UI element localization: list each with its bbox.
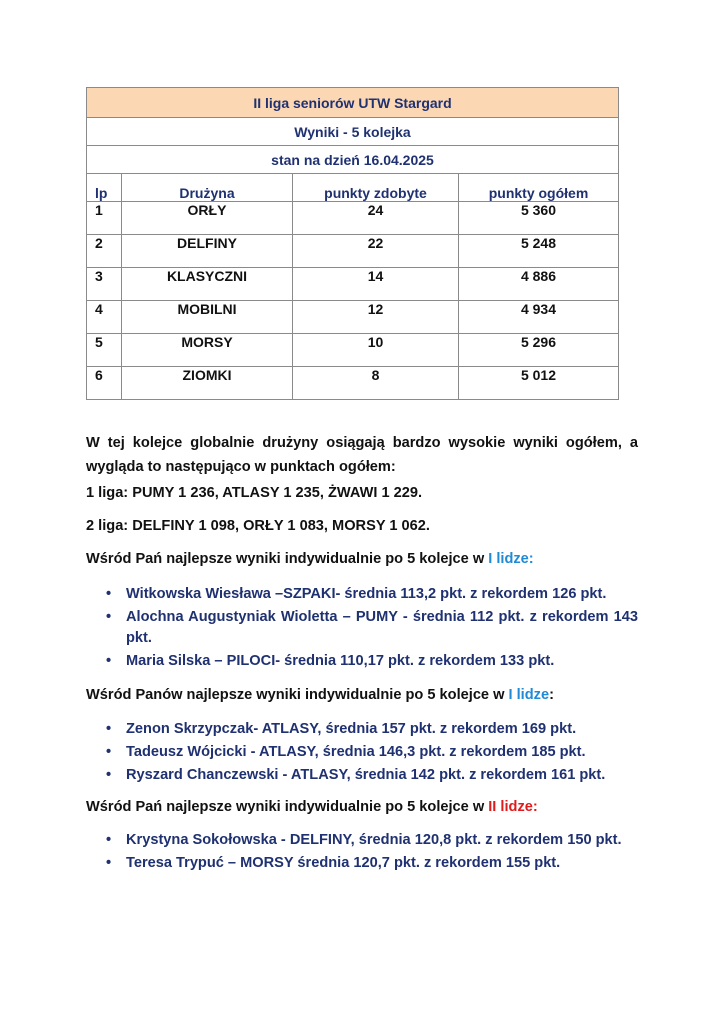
- bullet-icon: •: [106, 832, 112, 848]
- results-table: [86, 87, 619, 400]
- table-row: [87, 235, 619, 268]
- list-item-text: Zenon Skrzypczak- ATLASY, średnia 157 pkt. z rekordem 169 pkt.: [126, 721, 577, 737]
- cell-points-total: 5 360: [459, 202, 619, 235]
- cell-points-won: 8: [293, 367, 459, 400]
- bullet-icon: •: [106, 609, 112, 625]
- cell-lp: 1: [87, 202, 122, 235]
- cell-lp: 2: [87, 235, 122, 268]
- bullet-icon: •: [106, 744, 112, 760]
- bullet-icon: •: [106, 653, 112, 669]
- header-points-won: punkty zdobyte: [293, 174, 459, 202]
- cell-points-won: 10: [293, 334, 459, 367]
- bullet-icon: •: [106, 767, 112, 783]
- cell-team: ZIOMKI: [122, 367, 293, 400]
- intro-paragraph: W tej kolejce globalnie drużyny osiągają bardzo wysokie wyniki ogółem, a wygląda to następująco w punktach ogółem:: [86, 435, 638, 475]
- heading-text: Wśród Pań najlepsze wyniki indywidualnie po 5 kolejce w: [86, 551, 489, 567]
- cell-team: DELFINY: [122, 235, 293, 268]
- section-heading-men-liga1: [86, 687, 638, 703]
- list-item: [86, 651, 638, 672]
- cell-lp: 4: [87, 301, 122, 334]
- cell-points-total: 5 012: [459, 367, 619, 400]
- table-subtitle-row: [87, 118, 619, 146]
- table-title: II liga seniorów UTW Stargard: [87, 88, 619, 118]
- list-item-text: Krystyna Sokołowska - DELFINY, średnia 120,8 pkt. z rekordem 150 pkt.: [126, 832, 622, 848]
- list-item-text: Ryszard Chanczewski - ATLASY, średnia 142 pkt. z rekordem 161 pkt.: [126, 767, 606, 783]
- cell-team: MORSY: [122, 334, 293, 367]
- list-item-text: Witkowska Wiesława –SZPAKI- średnia 113,2 pkt. z rekordem 126 pkt.: [126, 586, 607, 602]
- section-heading-women-liga2: [86, 799, 638, 815]
- cell-team: ORŁY: [122, 202, 293, 235]
- league-highlight: I lidze:: [488, 551, 534, 567]
- table-header-row: [87, 174, 619, 202]
- women-liga1-list: [86, 584, 638, 674]
- table-subtitle: Wyniki - 5 kolejka: [87, 118, 619, 146]
- table-title-row: [87, 88, 619, 118]
- list-item-text: Maria Silska – PILOCI- średnia 110,17 pkt. z rekordem 133 pkt.: [126, 653, 555, 669]
- table-row: [87, 334, 619, 367]
- cell-team: MOBILNI: [122, 301, 293, 334]
- table-row: [87, 202, 619, 235]
- liga1-totals: 1 liga: PUMY 1 236, ATLASY 1 235, ŻWAWI 1 229.: [86, 485, 423, 501]
- list-item-text: Alochna Augustyniak Wioletta – PUMY - średnia 112 pkt. z rekordem 143 pkt.: [126, 609, 638, 646]
- cell-lp: 6: [87, 367, 122, 400]
- men-liga1-list: [86, 719, 638, 788]
- cell-points-won: 12: [293, 301, 459, 334]
- list-item: [86, 607, 638, 649]
- league-highlight: I lidze: [508, 687, 550, 703]
- cell-points-total: 5 248: [459, 235, 619, 268]
- table-row: [87, 268, 619, 301]
- cell-points-total: 5 296: [459, 334, 619, 367]
- list-item: [86, 742, 638, 763]
- cell-points-won: 22: [293, 235, 459, 268]
- table-date: stan na dzień 16.04.2025: [87, 146, 619, 174]
- list-item: [86, 853, 638, 874]
- cell-points-total: 4 886: [459, 268, 619, 301]
- cell-points-won: 24: [293, 202, 459, 235]
- heading-text: Wśród Panów najlepsze wyniki indywidualnie po 5 kolejce w: [86, 687, 509, 703]
- bullet-icon: •: [106, 586, 112, 602]
- league-highlight: II lidze:: [488, 799, 538, 815]
- bullet-icon: •: [106, 855, 112, 871]
- table-row: [87, 301, 619, 334]
- list-item: [86, 584, 638, 605]
- header-lp: lp: [87, 174, 122, 202]
- list-item: [86, 719, 638, 740]
- list-item: [86, 765, 638, 786]
- list-item-text: Teresa Trypuć – MORSY średnia 120,7 pkt. z rekordem 155 pkt.: [126, 855, 561, 871]
- table-date-row: [87, 146, 619, 174]
- list-item-text: Tadeusz Wójcicki - ATLASY, średnia 146,3 pkt. z rekordem 185 pkt.: [126, 744, 586, 760]
- cell-team: KLASYCZNI: [122, 268, 293, 301]
- bullet-icon: •: [106, 721, 112, 737]
- cell-points-total: 4 934: [459, 301, 619, 334]
- cell-lp: 3: [87, 268, 122, 301]
- section-heading-women-liga1: [86, 551, 638, 567]
- women-liga2-list: [86, 830, 638, 876]
- header-team: Drużyna: [122, 174, 293, 202]
- cell-points-won: 14: [293, 268, 459, 301]
- header-points-total: punkty ogółem: [459, 174, 619, 202]
- cell-lp: 5: [87, 334, 122, 367]
- list-item: [86, 830, 638, 851]
- liga2-totals: 2 liga: DELFINY 1 098, ORŁY 1 083, MORSY 1 062.: [86, 518, 430, 534]
- heading-text: Wśród Pań najlepsze wyniki indywidualnie po 5 kolejce w: [86, 799, 489, 815]
- heading-suffix: :: [549, 687, 554, 703]
- table-row: [87, 367, 619, 400]
